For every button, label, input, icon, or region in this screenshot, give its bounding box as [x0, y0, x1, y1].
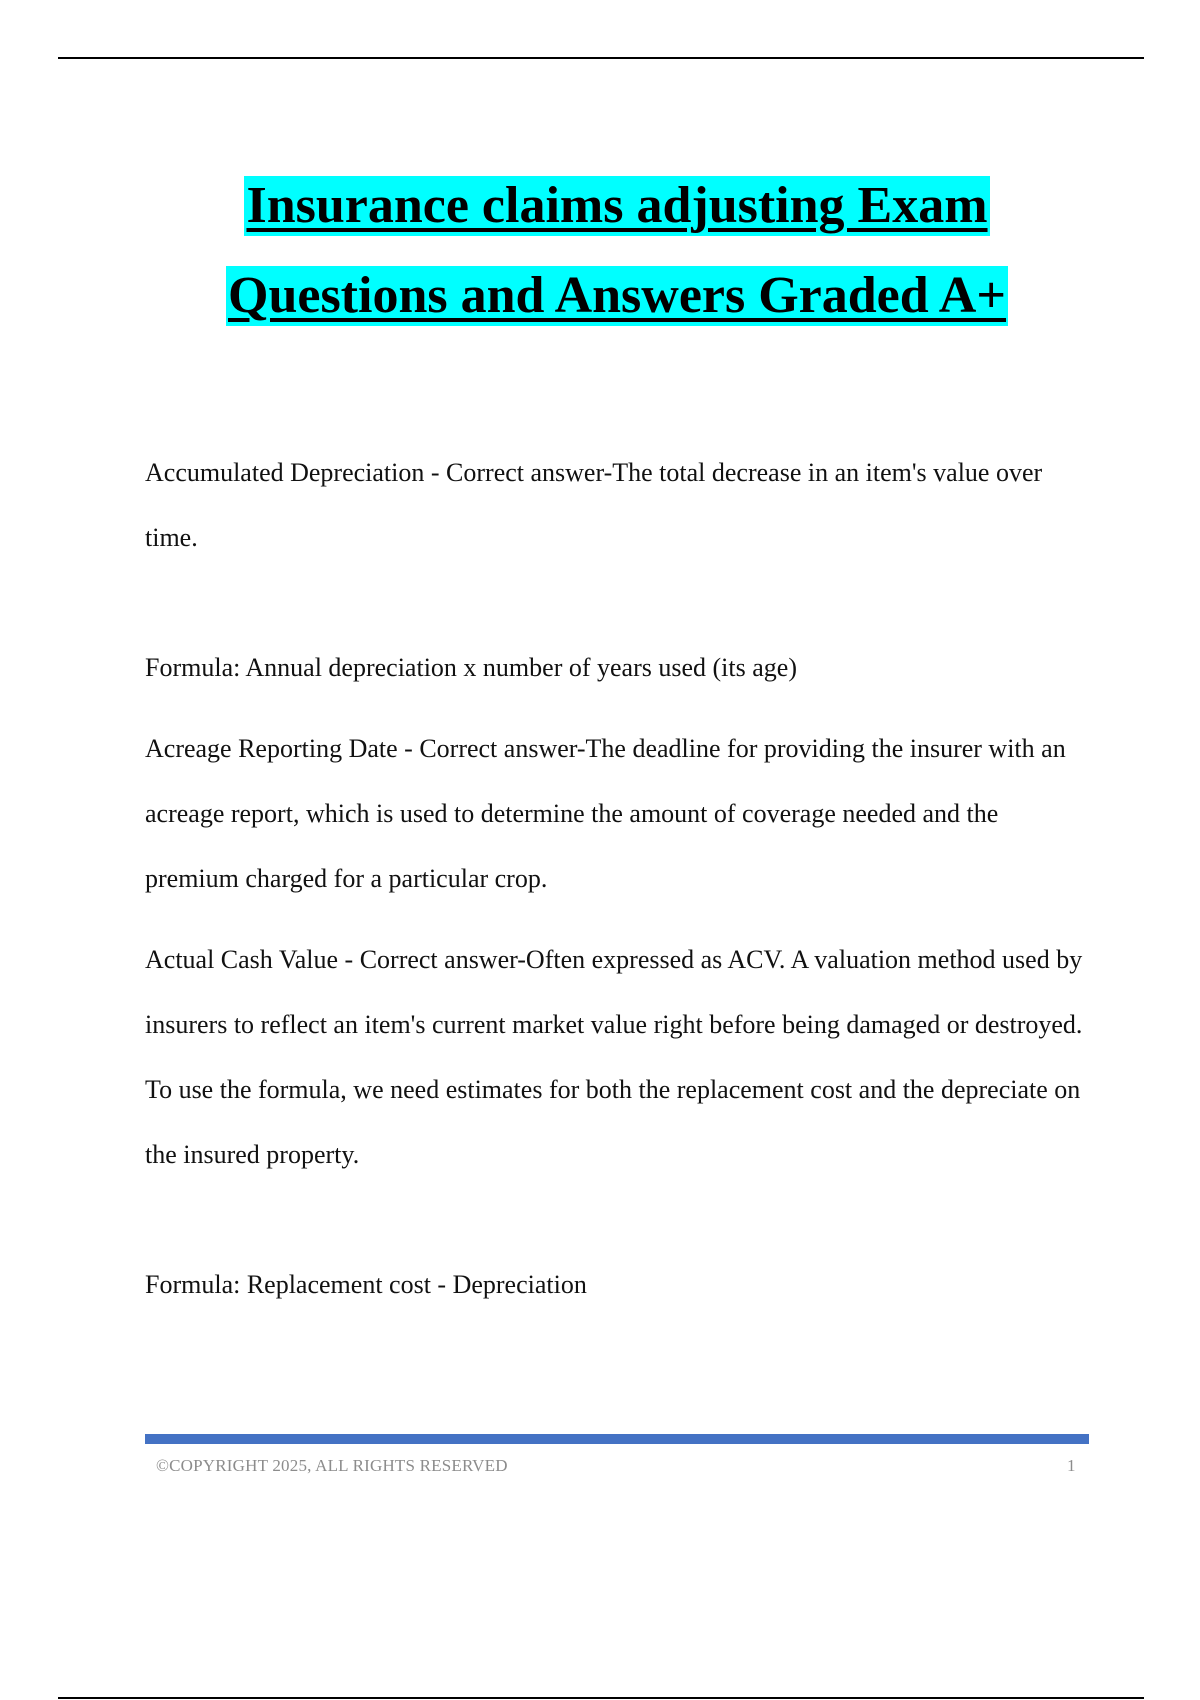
- title-line-2: Questions and Answers Graded A+: [228, 267, 1006, 324]
- paragraph-spacer: [145, 1187, 1095, 1252]
- footer-page-number: 1: [1067, 1456, 1076, 1475]
- title-line-1: Insurance claims adjusting Exam: [246, 177, 988, 234]
- paragraph-acreage-reporting-date: Acreage Reporting Date - Correct answer-The deadline for providing the insurer with an acreage report, which is used to determine the amount of coverage needed and the premium charged for a particular crop.: [145, 734, 1066, 893]
- footer-bar: [145, 1434, 1089, 1444]
- paragraph-acv-formula: Formula: Replacement cost - Depreciation: [145, 1270, 587, 1299]
- document-title: [0, 176, 1200, 356]
- paragraph-actual-cash-value: Actual Cash Value - Correct answer-Often expressed as ACV. A valuation method used by insurers to reflect an item's current market value right before being damaged or destroyed. To use the formula, we need estimates for both the replacement cost and the depreciate on the insured property.: [145, 945, 1083, 1169]
- paragraph-depreciation-formula: Formula: Annual depreciation x number of years used (its age): [145, 653, 797, 682]
- top-page-rule: [58, 57, 1144, 59]
- paragraph-spacer: [145, 570, 1095, 635]
- document-body: [145, 440, 1095, 1317]
- paragraph-accumulated-depreciation: Accumulated Depreciation - Correct answer-The total decrease in an item's value over time.: [145, 458, 1043, 552]
- footer-copyright: ©COPYRIGHT 2025, ALL RIGHTS RESERVED: [156, 1456, 508, 1475]
- bottom-page-rule: [58, 1697, 1144, 1699]
